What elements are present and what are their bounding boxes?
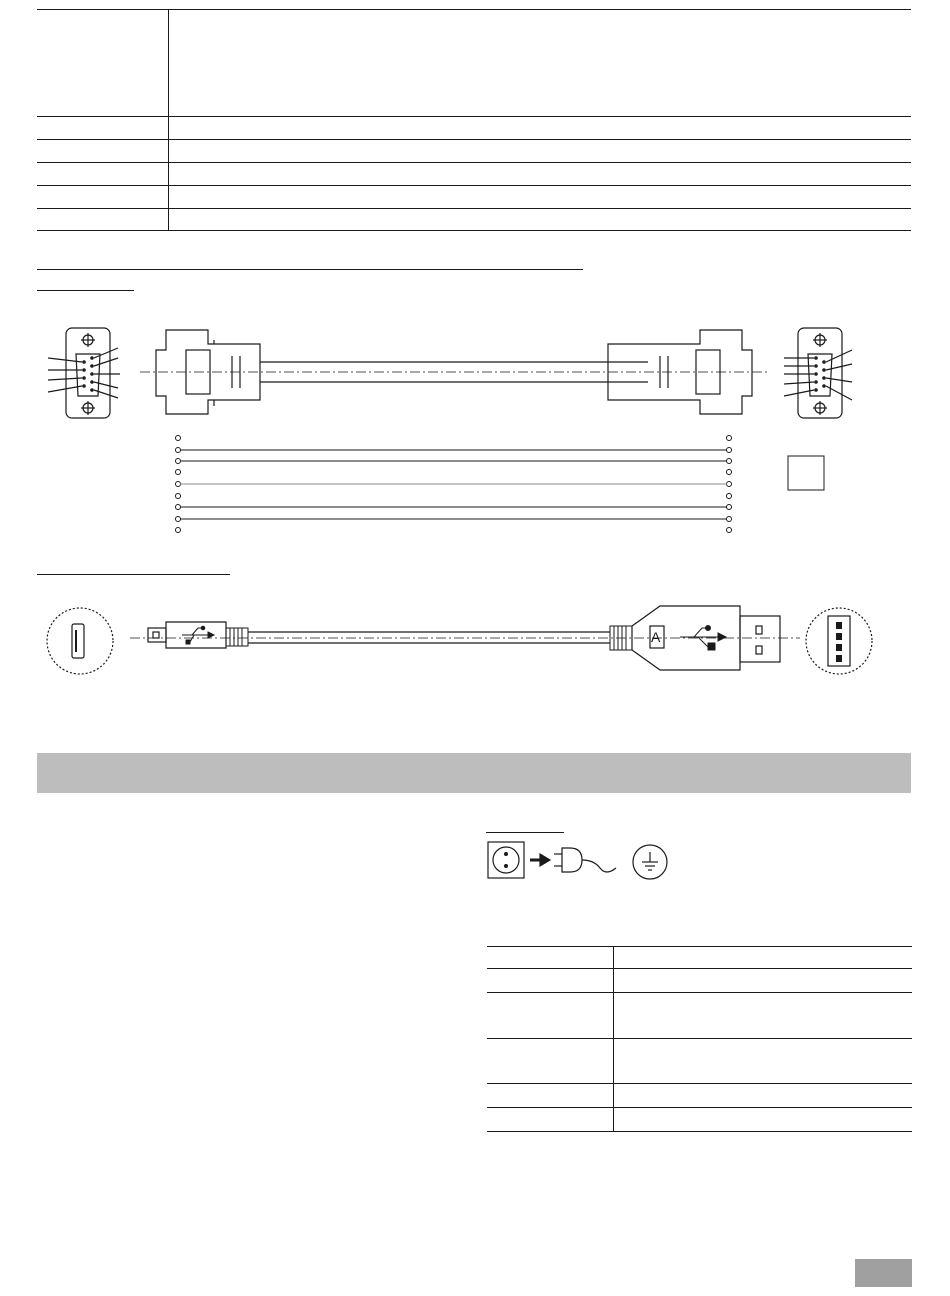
heading-underline	[37, 269, 583, 270]
left-dsub-face-icon	[48, 328, 120, 418]
micro-usb-face-icon	[47, 608, 113, 674]
heading-underline	[486, 832, 564, 833]
arrow-right-icon	[530, 854, 550, 866]
usb-a-face-icon	[806, 608, 872, 674]
heading-underline	[37, 574, 230, 575]
ground-icon	[633, 845, 667, 879]
legend-box	[788, 456, 824, 490]
micro-usb-plug-icon	[148, 622, 248, 648]
serial-cable-diagram	[0, 300, 950, 545]
table-column-divider	[613, 946, 614, 1131]
section-band	[37, 753, 911, 793]
mains-ground-diagram	[486, 840, 686, 884]
table-rule	[487, 968, 912, 969]
table-rule	[37, 230, 911, 231]
power-outlet-icon	[488, 842, 524, 878]
plug-icon	[554, 848, 616, 872]
usb-a-label: A	[651, 629, 661, 645]
usb-cable-diagram	[0, 598, 950, 688]
table-rule	[487, 1107, 912, 1108]
table-rule	[487, 1083, 912, 1084]
heading-underline	[37, 290, 134, 291]
table-rule	[487, 1038, 912, 1039]
usb-symbol-icon	[182, 626, 214, 644]
page-number-box	[855, 1259, 912, 1287]
table-column-divider	[168, 9, 169, 230]
strain-relief	[226, 628, 248, 646]
wiring-diagram	[176, 436, 825, 533]
right-dsub-face-icon	[784, 328, 852, 418]
table-rule	[487, 946, 912, 947]
table-rule	[487, 1131, 912, 1132]
table-rule	[487, 992, 912, 993]
